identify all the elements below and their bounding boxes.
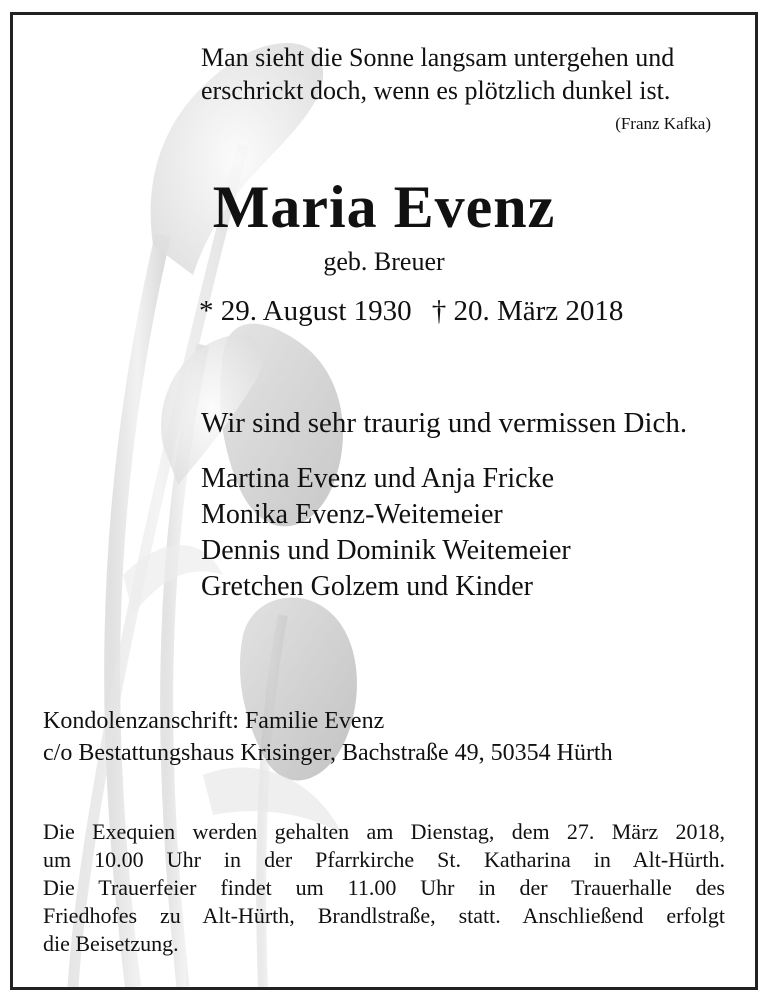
service-details (43, 818, 725, 958)
deceased-name: Maria Evenz (212, 174, 556, 240)
service-line: um 10.00 Uhr in der Pfarrkirche St. Katharina in Alt-Hürth. (43, 847, 725, 872)
mourner: Martina Evenz und Anja Fricke (201, 463, 555, 494)
life-dates (199, 297, 623, 326)
quote-line: Man sieht die Sonne langsam untergehen und (201, 43, 675, 72)
mourners-list (201, 461, 571, 605)
mourner: Monika Evenz-Weitemeier (201, 499, 503, 530)
quote-author: (Franz Kafka) (615, 114, 711, 133)
obituary-frame (10, 12, 758, 990)
service-line: Die Trauerfeier findet um 11.00 Uhr in der Trauerhalle des (43, 875, 725, 900)
condolence-line: Kondolenzanschrift: Familie Evenz (43, 708, 385, 734)
service-line: die Beisetzung. (43, 931, 179, 956)
service-line: Die Exequien werden gehalten am Dienstag, dem 27. März 2018, (43, 819, 725, 844)
birth-date: * 29. August 1930 (199, 295, 412, 327)
grief-message: Wir sind sehr traurig und vermissen Dich. (201, 407, 688, 439)
death-date: † 20. März 2018 (431, 295, 624, 327)
mourner: Gretchen Golzem und Kinder (201, 571, 533, 602)
condolence-line: c/o Bestattungshaus Krisinger, Bachstraße 49, 50354 Hürth (43, 740, 613, 766)
service-line: Friedhofes zu Alt-Hürth, Brandlstraße, statt. Anschließend erfolgt (43, 903, 725, 928)
maiden-name: geb. Breuer (323, 247, 445, 276)
quote-line: erschrickt doch, wenn es plötzlich dunkel ist. (201, 76, 671, 105)
condolence-address (43, 705, 613, 769)
mourner: Dennis und Dominik Weitemeier (201, 535, 571, 566)
quote (201, 41, 674, 107)
